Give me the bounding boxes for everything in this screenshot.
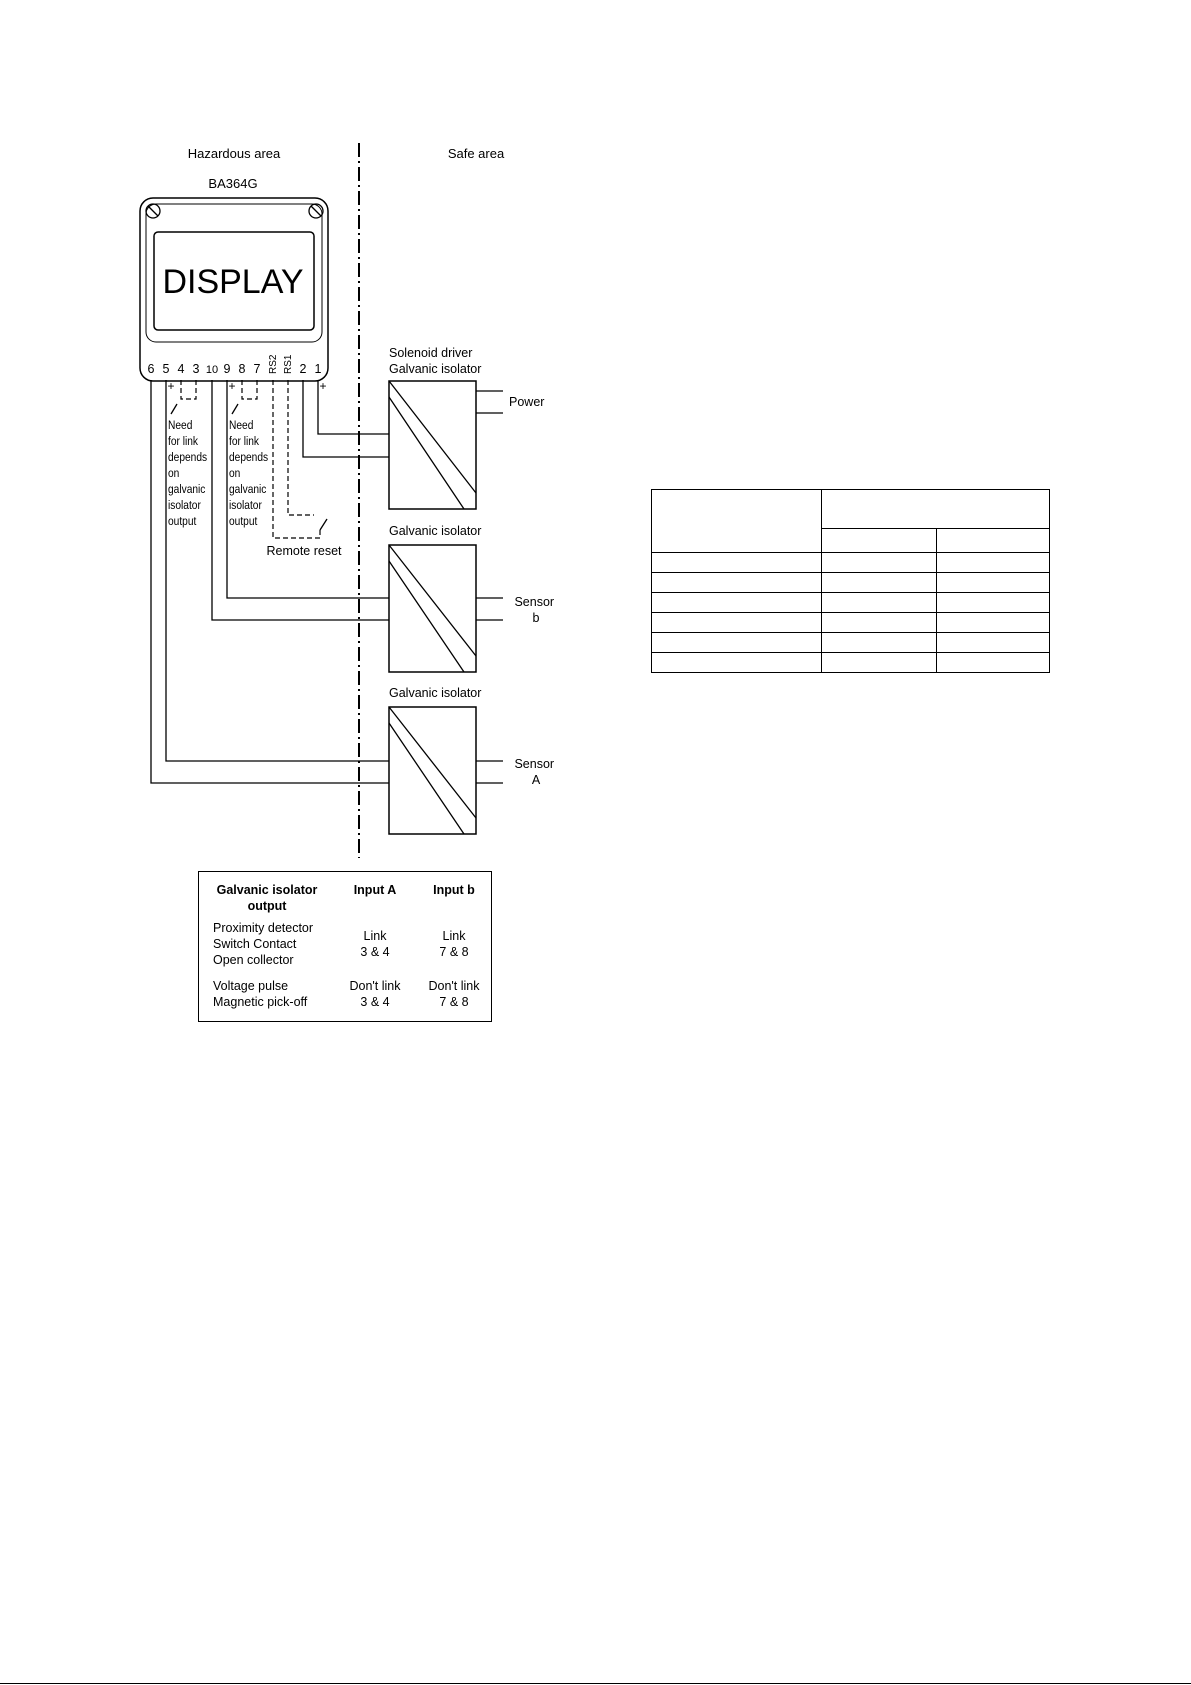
- table-cell: [652, 573, 822, 593]
- polarity-plus: +: [228, 379, 236, 393]
- table-cell: [822, 633, 937, 653]
- input-b-unlinked: Don't link 7 & 8: [428, 979, 480, 1009]
- terminal-4: 4: [177, 362, 185, 376]
- sensor-a-isolator-label: Galvanic isolator: [389, 686, 482, 700]
- table-cell: [822, 613, 937, 633]
- remote-reset-switch: [273, 380, 327, 538]
- link-3-4: [181, 380, 196, 399]
- sensor-b-isolator: [389, 545, 476, 672]
- header-input-b: Input b: [433, 883, 475, 897]
- solenoid-driver-isolator: [389, 381, 476, 509]
- table-cell: [822, 573, 937, 593]
- link-7-8: [242, 380, 257, 399]
- terminal-rs1: RS1: [283, 354, 294, 374]
- table-cell: [652, 553, 822, 573]
- instrument-model-label: BA364G: [208, 176, 258, 191]
- table-cell: [652, 593, 822, 613]
- table-cell: [822, 490, 1050, 529]
- table-cell: [652, 633, 822, 653]
- table-cell: [937, 593, 1050, 613]
- header-input-a: Input A: [353, 883, 397, 897]
- terminal-8: 8: [238, 362, 246, 376]
- safe-area-label: Safe area: [447, 146, 505, 161]
- sensor-b-isolator-label: Galvanic isolator: [389, 524, 482, 538]
- power-label: Power: [509, 395, 545, 409]
- terminal-1: 1: [314, 362, 322, 376]
- link-note-pointer: [171, 404, 177, 414]
- terminal-7: 7: [253, 362, 261, 376]
- terminal-6: 6: [147, 362, 155, 376]
- safe-side-wiring: [476, 391, 503, 783]
- terminal-rs2: RS2: [268, 354, 279, 374]
- terminal-10: 10: [205, 364, 219, 376]
- sensor-b-label: Sensor b: [514, 595, 555, 625]
- input-a-linked: Link 3 & 4: [360, 929, 390, 959]
- output-types-unlinked: Voltage pulse Magnetic pick-off: [213, 979, 308, 1009]
- header-isolator-output: Galvanic isolator output: [216, 883, 318, 913]
- polarity-plus: +: [319, 379, 327, 393]
- link-note-pointer: [232, 404, 238, 414]
- footer-rule: [0, 1683, 1191, 1684]
- table-cell: [937, 633, 1050, 653]
- table-cell: [652, 490, 822, 553]
- terminal-2: 2: [299, 362, 307, 376]
- table-cell: [822, 653, 937, 673]
- table-cell: [937, 613, 1050, 633]
- hazardous-area-label: Hazardous area: [187, 146, 281, 161]
- table-cell: [652, 653, 822, 673]
- input-a-unlinked: Don't link 3 & 4: [349, 979, 401, 1009]
- blank-table: [651, 489, 1050, 673]
- terminal-9: 9: [223, 362, 231, 376]
- table-cell: [822, 553, 937, 573]
- link-note-input-b: Need for link depends on galvanic isolator output: [229, 419, 269, 529]
- output-types-linked: Proximity detector Switch Contact Open collector: [213, 921, 314, 967]
- sensor-a-isolator: [389, 707, 476, 834]
- link-selection-table: [198, 871, 492, 1022]
- solenoid-isolator-label: Solenoid driver Galvanic isolator: [389, 346, 482, 376]
- table-cell: [937, 653, 1050, 673]
- table-cell: [937, 573, 1050, 593]
- display-label: DISPLAY: [162, 263, 304, 301]
- input-b-linked: Link 7 & 8: [439, 929, 469, 959]
- link-note-input-a: Need for link depends on galvanic isolator output: [168, 419, 208, 529]
- table-cell: [652, 613, 822, 633]
- terminal-5: 5: [162, 362, 170, 376]
- table-cell: [822, 593, 937, 613]
- sensor-a-label: Sensor A: [514, 757, 555, 787]
- table-cell: [937, 553, 1050, 573]
- table-cell: [937, 529, 1050, 553]
- terminal-3: 3: [192, 362, 200, 376]
- table-cell: [822, 529, 937, 553]
- polarity-plus: +: [167, 379, 175, 393]
- remote-reset-label: Remote reset: [266, 544, 342, 558]
